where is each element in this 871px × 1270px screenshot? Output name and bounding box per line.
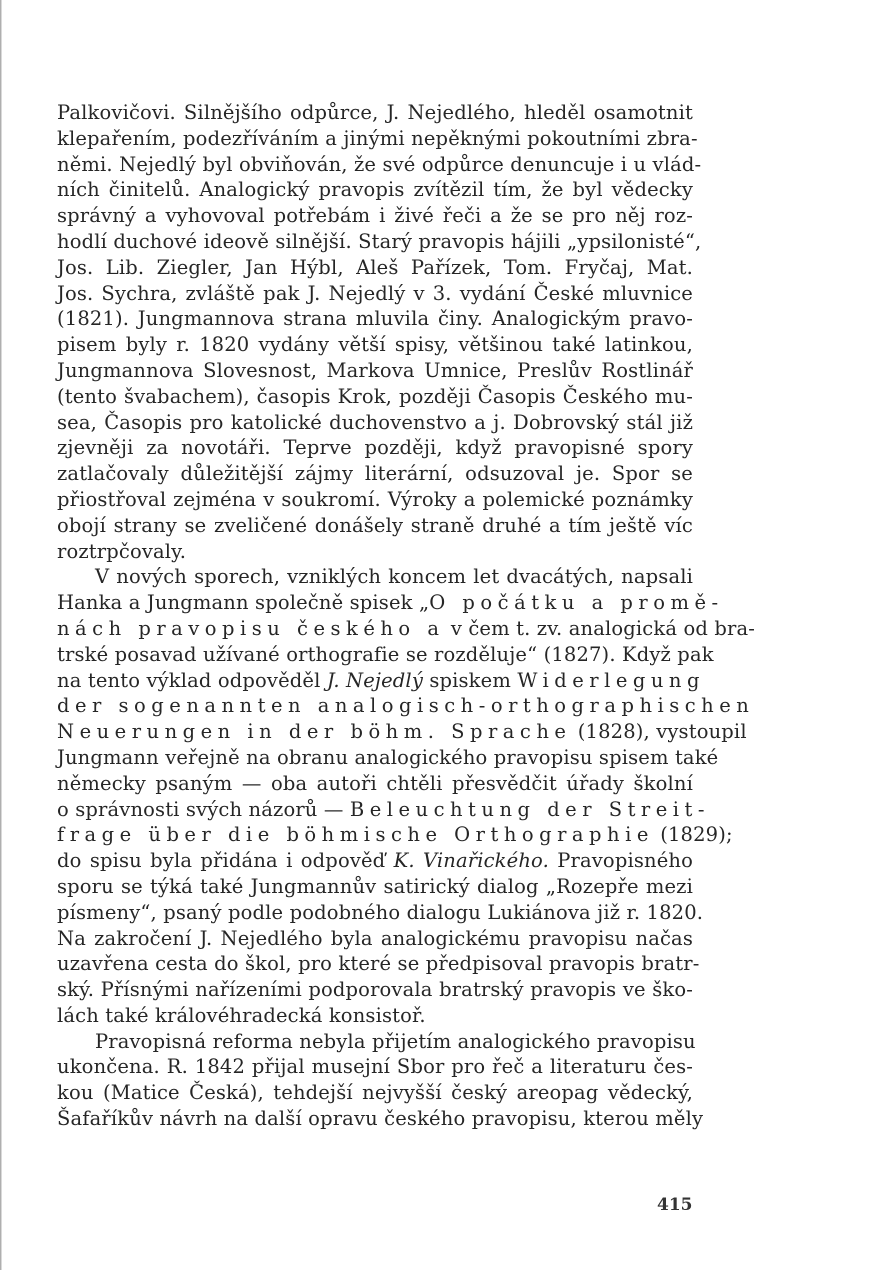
text-line: ukončena. R. 1842 přijal musejní Sbor pro řeč a literaturu čes-	[57, 1055, 693, 1079]
spaced-title: nách pravopisu českého a	[57, 616, 445, 640]
text-line: kou (Matice Česká), tehdejší nejvyšší český areopag vědecký,	[57, 1081, 693, 1105]
text-line: pisem byly r. 1820 vydány větší spisy, většinou také latinkou,	[57, 333, 693, 357]
text-line: Jos. Lib. Ziegler, Jan Hýbl, Aleš Pařízek, Tom. Fryčaj, Mat.	[57, 255, 693, 279]
text-line: trské posavad užívané orthografie se rozděluje“ (1827). Když pak	[57, 642, 714, 666]
text-line: Jungmannova Slovesnost, Markova Umnice, Preslův Rostlinář	[57, 358, 693, 382]
text-line	[57, 693, 755, 719]
text-line: Jos. Sychra, zvláště pak J. Nejedlý v 3. vydání České mluvnice	[57, 281, 693, 305]
body-text	[57, 100, 755, 1132]
text-line: sea, Časopis pro katolické duchovenstvo a j. Dobrovský stál již	[57, 410, 693, 434]
author-name: J. Nejedlý	[326, 668, 423, 692]
book-page	[57, 100, 755, 1132]
paragraph-end-line: lách také královéhradecká konsistoř.	[57, 1003, 426, 1027]
text-line: frage über die böhmische Orthographie (1829);	[57, 823, 733, 847]
paragraph-start-line: V nových sporech, vzniklých koncem let dvacátých, napsali	[95, 565, 693, 589]
paragraph-start-line: Pravopisná reforma nebyla přijetím analogického pravopisu	[95, 1029, 696, 1053]
text-line: Neuerungen in der böhm. Sprache (1828), vystoupil	[57, 720, 747, 744]
spaced-title: der sogenannten analogisch-orthographischen	[57, 694, 755, 718]
text-line: ních činitelů. Analogický pravopis zvítězil tím, že byl vědecky	[57, 178, 693, 202]
text-line: nách pravopisu českého a v čem t. zv. analogická od bra-	[57, 616, 755, 640]
text-line: do spisu byla přidána i odpověď K. Vinařického. Pravopisného	[57, 849, 693, 873]
text-line: o správnosti svých názorů — Beleuchtung der Streit-	[57, 797, 710, 821]
text-line: obojí strany se zveličené donášely straně druhé a tím ještě víc	[57, 513, 693, 537]
spaced-title: frage über die böhmische Orthographie	[57, 823, 654, 847]
text-line: klepařením, podezříváním a jinými nepěknými pokoutními zbra-	[57, 126, 698, 150]
text-line: Jungmann veřejně na obranu analogického pravopisu spisem také	[57, 745, 719, 769]
text-line: písmeny“, psaný podle podobného dialogu Lukiánova již r. 1820.	[57, 900, 704, 924]
text-line: Palkovičovi. Silnějšího odpůrce, J. Nejedlého, hleděl osamotnit	[57, 101, 693, 124]
page-edge	[0, 0, 2, 1270]
spaced-title: Beleuchtung der Streit-	[349, 797, 710, 821]
text-line: Na zakročení J. Nejedlého byla analogickému pravopisu načas	[57, 926, 693, 950]
text-line: správný a vyhovoval potřebám i živé řeči a že se pro něj roz-	[57, 204, 693, 228]
spaced-title: O počátku a promě-	[429, 591, 724, 615]
spaced-title: Widerlegung	[517, 668, 705, 692]
paragraph-end-line: roztrpčovaly.	[57, 539, 187, 563]
text-line: ský. Přísnými nařízeními podporovala bratrský pravopis ve ško-	[57, 978, 693, 1002]
text-line: zjevněji za novotáři. Teprve později, když pravopisné spory	[57, 436, 693, 460]
page-number: 415	[657, 1195, 693, 1215]
text-line: hodlí duchové ideově silnější. Starý pravopis hájili „ypsilonisté“,	[57, 229, 702, 253]
text-line: (tento švabachem), časopis Krok, později Časopis Českého mu-	[57, 384, 693, 408]
text-line: německy psaným — oba autoři chtěli přesvědčit úřady školní	[57, 771, 693, 795]
text-line: (1821). Jungmannova strana mluvila činy. Analogickým pravo-	[57, 307, 693, 331]
text-line: přiostřoval zejména v soukromí. Výroky a polemické poznámky	[57, 487, 693, 511]
text-line: na tento výklad odpověděl J. Nejedlý spiskem Widerlegung	[57, 668, 705, 692]
text-line: uzavřena cesta do škol, pro které se předpisoval pravopis bratr-	[57, 952, 700, 976]
text-line: Šafaříkův návrh na další opravu českého pravopisu, kterou měly	[57, 1107, 704, 1131]
text-line: Hanka a Jungmann společně spisek „O počátku a promě-	[57, 591, 724, 615]
text-line: němi. Nejedlý byl obviňován, že své odpůrce denuncuje i u vlád-	[57, 152, 702, 176]
text-line: zatlačovaly důležitější zájmy literární, odsuzoval je. Spor se	[57, 462, 693, 486]
spaced-title: Neuerungen in der böhm. Sprache	[57, 720, 572, 744]
text-line: sporu se týká také Jungmannův satirický dialog „Rozepře mezi	[57, 874, 693, 898]
author-name: K. Vinařického.	[393, 849, 549, 873]
